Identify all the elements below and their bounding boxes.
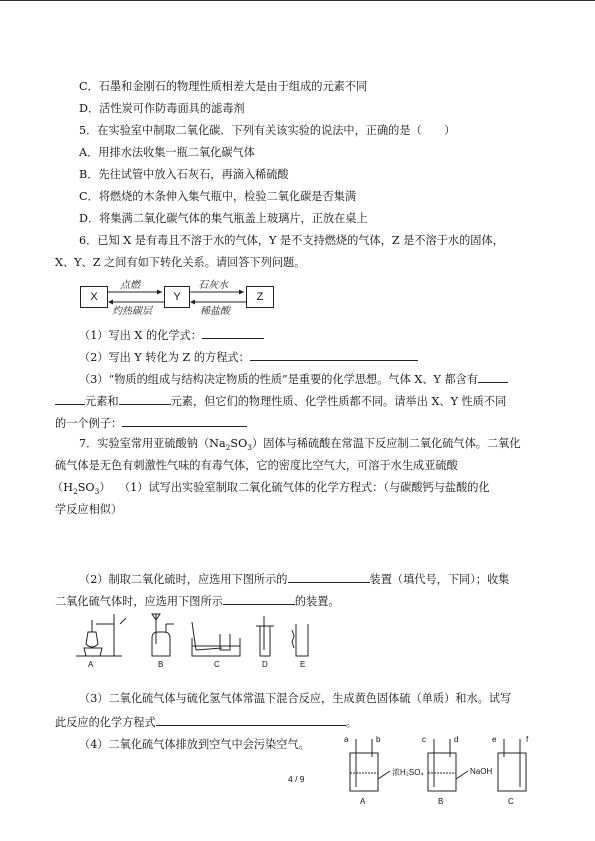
apparatus-drawing bbox=[74, 610, 324, 660]
label-ignite: 点燃 bbox=[120, 280, 140, 291]
q7-part3-line2: 此反应的化学方程式 。 bbox=[55, 716, 357, 729]
q6-stem-line2: X、Y、Z 之间有如下转化关系。请回答下列问题。 bbox=[55, 256, 306, 269]
q7-part4: （4）二氧化硫气体排放到空气中会污染空气。 bbox=[79, 738, 310, 751]
apparatus-label-d: D bbox=[262, 660, 268, 669]
bottle-label-a: A bbox=[360, 797, 366, 806]
q5-stem: 5．在实验室中制取二氧化碳．下列有关该实验的说法中，正确的是（ ） bbox=[79, 124, 456, 137]
port-d: d bbox=[454, 735, 459, 744]
q5-option-b: B．先往试管中放入石灰石，再滴入稀硫酸 bbox=[79, 168, 289, 181]
apparatus-label-e: E bbox=[300, 660, 306, 669]
gas-bottle-figure bbox=[338, 737, 538, 807]
node-x: X bbox=[80, 286, 108, 308]
apparatus-figure-a-to-e bbox=[74, 610, 324, 670]
diagram-arrows bbox=[80, 282, 280, 318]
q7-stem-line1: 7．实验室常用亚硫酸钠$(Na_2SO_3)$固体与稀硫酸在常温下反应制二氧化硫气体。二氧化 bbox=[79, 437, 521, 453]
q5-option-d: D．将集满二氧化碳气体的集气瓶盖上玻璃片，正放在桌上 bbox=[79, 212, 368, 225]
answer-blank-x-formula[interactable] bbox=[202, 327, 264, 339]
q5-option-a: A．用排水法收集一瓶二氧化碳气体 bbox=[79, 146, 255, 159]
q7-stem-line3: $(H_2SO_3)$ （1）试写出实验室制取二氧化硫气体的化学方程式：（与碳酸钙与盐酸的化 bbox=[52, 481, 490, 497]
q7-part3-line1: （3）二氧化硫气体与硫化氢气体常温下混合反应，生成黄色固体硫（单质）和水。试写 bbox=[79, 692, 512, 705]
answer-blank-element1-a[interactable] bbox=[478, 371, 508, 383]
page-number: 4 / 9 bbox=[288, 774, 305, 784]
q7-stem-line2: 硫气体是无色有刺激性气味的有毒气体，它的密度比空气大，可溶于水生成亚硫酸 bbox=[55, 459, 458, 472]
q6-stem-line1: 6．已知 X 是有毒且不溶于水的气体，Y 是不支持燃烧的气体，Z 是不溶于水的固体， bbox=[79, 234, 504, 247]
node-y: Y bbox=[164, 286, 190, 308]
answer-blank-element2[interactable] bbox=[119, 393, 171, 405]
q6-part2: （2）写出 Y 转化为 Z 的方程式： bbox=[79, 349, 418, 365]
gas-bottles-drawing bbox=[338, 737, 538, 795]
q5-option-c: C．将燃烧的木条伸入集气瓶中，检验二氧化碳是否集满 bbox=[79, 190, 357, 203]
bottle-label-b: B bbox=[438, 797, 444, 806]
label-hot-carbon: 灼热碳层 bbox=[112, 306, 152, 317]
answer-blank-generator[interactable] bbox=[288, 571, 370, 583]
q6-transformation-diagram bbox=[80, 282, 280, 318]
q6-part1: （1）写出 X 的化学式： bbox=[79, 327, 264, 343]
port-e: e bbox=[492, 735, 497, 744]
apparatus-label-b: B bbox=[158, 660, 164, 669]
answer-blank-so2-h2s-equation[interactable] bbox=[156, 714, 346, 726]
q6-part3-line3: 的一个例子： bbox=[55, 415, 247, 431]
port-f: f bbox=[526, 735, 529, 744]
answer-blank-collector[interactable] bbox=[223, 593, 295, 605]
port-a: a bbox=[344, 735, 349, 744]
q6-part3-line2: 元素和 元素，但它们的物理性质、化学性质都不同。请举出 X、Y 性质不同 bbox=[55, 393, 506, 409]
bottle-label-c: C bbox=[508, 797, 514, 806]
q4-option-c: C．石墨和金刚石的物理性质相差大是由于组成的元素不同 bbox=[79, 80, 368, 93]
port-c: c bbox=[422, 735, 426, 744]
q4-option-d: D．活性炭可作防毒面具的滤毒剂 bbox=[79, 102, 245, 115]
answer-blank-property-example[interactable] bbox=[122, 415, 247, 427]
answer-blank-y-to-z[interactable] bbox=[250, 349, 418, 361]
q6-part3-line1: （3）“物质的组成与结构决定物质的性质”是重要的化学思想。气体 X、Y 都含有 bbox=[79, 371, 508, 387]
label-dilute-hcl: 稀盐酸 bbox=[200, 306, 230, 317]
reagent-conc-h2so4: 浓H₂SO₄ bbox=[392, 768, 424, 777]
q7-part2-line2: 二氧化硫气体时，应选用下图所示 的装置。 bbox=[55, 595, 340, 608]
answer-blank-element1-b[interactable] bbox=[55, 393, 85, 405]
reagent-naoh: NaOH bbox=[470, 767, 493, 776]
node-z: Z bbox=[246, 286, 274, 308]
q7-part1-line2: 学反应相似） bbox=[55, 503, 123, 516]
apparatus-label-a: A bbox=[88, 660, 94, 669]
apparatus-label-c: C bbox=[214, 660, 220, 669]
port-b: b bbox=[376, 735, 381, 744]
page-top-border bbox=[0, 0, 595, 1]
q7-part2-line1: （2）制取二氧化硫时，应选用下图所示的 装置（填代号，下同）；收集 bbox=[79, 573, 510, 586]
label-limewater: 石灰水 bbox=[198, 280, 228, 291]
